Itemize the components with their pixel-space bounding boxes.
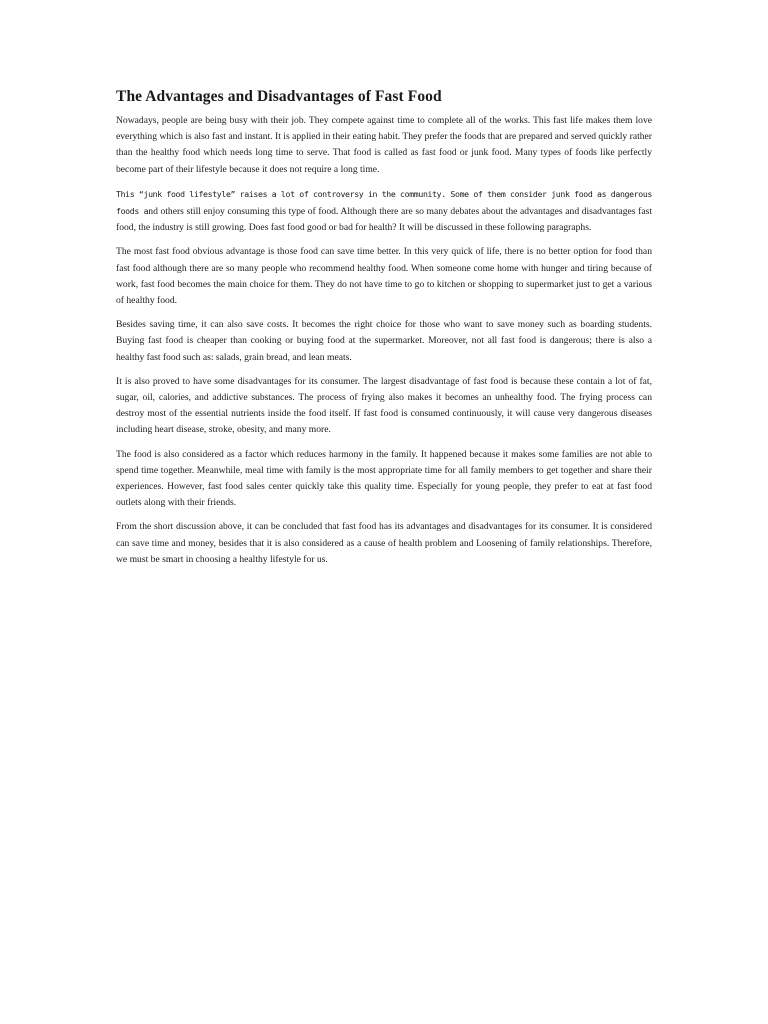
paragraph-controversy-alt-font-text: This “junk food lifestyle” raises a lot of controversy in the community. Some of them consider junk food as dangerous foods a bbox=[116, 188, 652, 217]
paragraph-controversy-text: nd others still enjoy consuming this type of food. Although there are so many debates about the advantages and disadvantages fast food, the industry is still growing. Does fast food good or bad for health? It will be discussed in these following paragraphs. bbox=[116, 206, 652, 234]
paragraph-advantage-time: The most fast food obvious advantage is those food can save time better. In this very quick of life, there is no better option for food than fast food although there are so many people who recommend healthy food. When someone come home with hunger and tiring because of work, fast food becomes the main choice for them. They do not have time to go to kitchen or shopping to supermarket just to get a various of healthy food. bbox=[116, 246, 652, 307]
paragraph-conclusion: From the short discussion above, it can be concluded that fast food has its advantages and disadvantages for its consumer. It is considered can save time and money, besides that it is also considered as a cause of health problem and Loosening of family relationships. Therefore, we must be smart in choosing a healthy lifestyle for us. bbox=[116, 521, 652, 565]
paragraph-disadvantage-family: The food is also considered as a factor which reduces harmony in the family. It happened because it makes some families are not able to spend time together. Meanwhile, meal time with family is the most appropriate time for all family members to get together and share their experiences. However, fast food sales center quickly take this quality time. Especially for young people, they prefer to eat at fast food outlets along with their friends. bbox=[116, 448, 652, 509]
document-title: The Advantages and Disadvantages of Fast Food bbox=[116, 88, 442, 105]
paragraph-advantage-cost: Besides saving time, it can also save costs. It becomes the right choice for those who want to save money such as boarding students. Buying fast food is cheaper than cooking or buying food at the supermarket. Moreover, not all fast food is dangerous; there is also a healthy fast food such as: salads, grain bread, and lean meats. bbox=[116, 319, 652, 363]
paragraph-disadvantage-health: It is also proved to have some disadvantages for its consumer. The largest disadvantage of fast food is because these contain a lot of fat, sugar, oil, calories, and addictive substances. The process of frying also makes it becomes an unhealthy food. The frying process can destroy most of the essential nutrients inside the food itself. If fast food is consumed continuously, it will cause very dangerous diseases including heart disease, stroke, obesity, and many more. bbox=[116, 375, 652, 436]
paragraph-controversy bbox=[116, 186, 652, 237]
document-page bbox=[116, 86, 652, 576]
paragraph-intro: Nowadays, people are being busy with their job. They compete against time to complete all of the works. This fast life makes them love everything which is also fast and instant. It is applied in their eating habit. They prefer the foods that are prepared and served quickly rather than the healthy food which needs long time to serve. That food is called as fast food or junk food. Many types of foods like perfectly become part of their lifestyle because it does not require a long time. bbox=[116, 115, 652, 175]
